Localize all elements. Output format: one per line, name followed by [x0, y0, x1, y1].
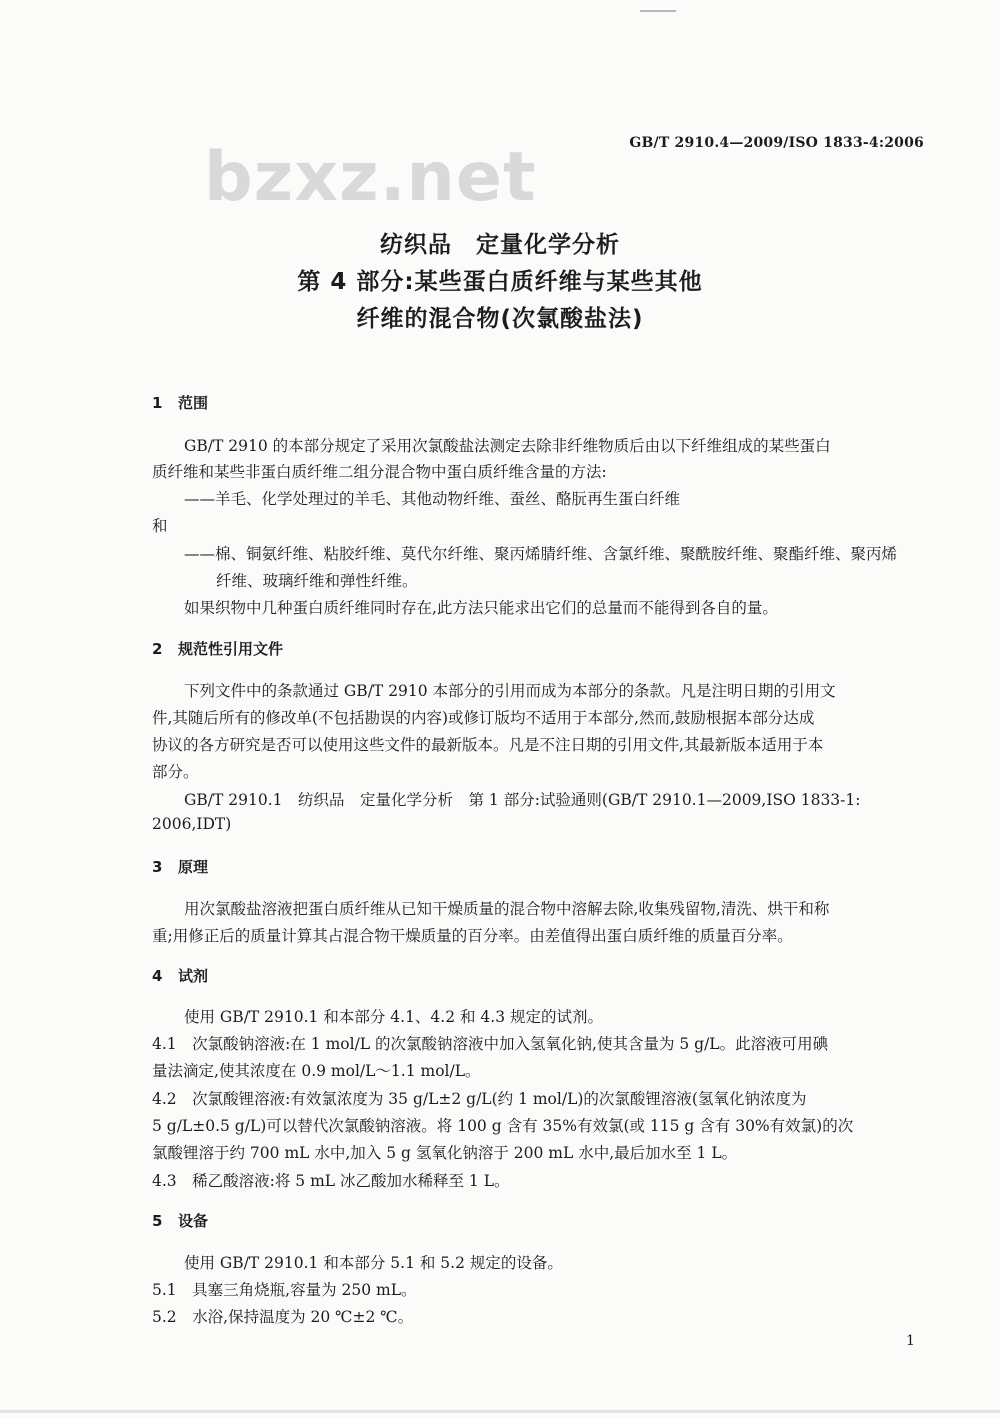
section-3-heading [152, 856, 208, 877]
section-title: 范围 [178, 394, 209, 412]
paragraph-line: 使用 GB/T 2910.1 和本部分 4.1、4.2 和 4.3 规定的试剂。 [184, 1008, 604, 1026]
clause-5-2: 5.2 水浴,保持温度为 20 ℃±2 ℃。 [152, 1308, 414, 1326]
paragraph-line: 重;用修正后的质量计算其占混合物干燥质量的百分率。由差值得出蛋白质纤维的质量百分率。 [152, 927, 793, 945]
section-number: 2 [152, 640, 163, 658]
paragraph-line: 和 [152, 517, 168, 535]
reference-line: GB/T 2910.1 纺织品 定量化学分析 第 1 部分:试验通则(GB/T 2910.1—2009,ISO 1833-1: [184, 791, 861, 809]
paragraph-line: 质纤维和某些非蛋白质纤维二组分混合物中蛋白质纤维含量的方法: [152, 463, 607, 481]
reference-line: 2006,IDT) [152, 815, 232, 833]
section-title: 设备 [178, 1212, 209, 1230]
section-4-heading [152, 965, 208, 986]
section-number: 4 [152, 967, 163, 985]
clause-5-1: 5.1 具塞三角烧瓶,容量为 250 mL。 [152, 1281, 417, 1299]
scan-artifact [640, 10, 676, 12]
section-number: 3 [152, 858, 163, 876]
paragraph-line: 使用 GB/T 2910.1 和本部分 5.1 和 5.2 规定的设备。 [184, 1254, 563, 1272]
section-title: 试剂 [178, 967, 209, 985]
paragraph-line: 用次氯酸盐溶液把蛋白质纤维从已知干燥质量的混合物中溶解去除,收集残留物,清洗、烘干和称 [184, 900, 830, 918]
paragraph-line: 如果织物中几种蛋白质纤维同时存在,此方法只能求出它们的总量而不能得到各自的量。 [184, 599, 778, 617]
clause-4-2-cont: 5 g/L±0.5 g/L)可以替代次氯酸钠溶液。将 100 g 含有 35%有效氯(或 115 g 含有 30%有效氯)的次 [152, 1117, 854, 1135]
list-item-line: 纤维、玻璃纤维和弹性纤维。 [216, 572, 418, 590]
section-number: 5 [152, 1212, 163, 1230]
paragraph-line: GB/T 2910 的本部分规定了采用次氯酸盐法测定去除非纤维物质后由以下纤维组成的某些蛋白 [184, 437, 831, 455]
clause-4-2-cont: 氯酸锂溶于约 700 mL 水中,加入 5 g 氢氧化钠溶于 200 mL 水中,最后加水至 1 L。 [152, 1144, 738, 1162]
title-line-3: 纤维的混合物(次氯酸盐法) [356, 306, 644, 332]
clause-4-1-cont: 量法滴定,使其浓度在 0.9 mol/L～1.1 mol/L。 [152, 1062, 481, 1080]
section-1-heading [152, 392, 208, 413]
scan-edge [0, 1410, 1000, 1413]
section-title: 原理 [178, 858, 209, 876]
paragraph-line: 协议的各方研究是否可以使用这些文件的最新版本。凡是不注日期的引用文件,其最新版本适用于本 [152, 736, 824, 754]
clause-4-3: 4.3 稀乙酸溶液:将 5 mL 冰乙酸加水稀释至 1 L。 [152, 1172, 510, 1190]
title-line-2: 第 4 部分:某些蛋白质纤维与某些其他 [297, 269, 703, 295]
paragraph-line: 件,其随后所有的修改单(不包括勘误的内容)或修订版均不适用于本部分,然而,鼓励根据本部分达成 [152, 709, 815, 727]
watermark: bzxz.net [204, 138, 537, 217]
section-number: 1 [152, 394, 163, 412]
standard-code: GB/T 2910.4—2009/ISO 1833-4:2006 [629, 135, 924, 151]
section-title: 规范性引用文件 [178, 640, 284, 658]
paragraph-line: 部分。 [152, 763, 199, 781]
title-line-1: 纺织品 定量化学分析 [380, 232, 620, 258]
clause-4-1: 4.1 次氯酸钠溶液:在 1 mol/L 的次氯酸钠溶液中加入氢氧化钠,使其含量为 5 g/L。此溶液可用碘 [152, 1035, 829, 1053]
list-item-line: ——棉、铜氨纤维、粘胶纤维、莫代尔纤维、聚丙烯腈纤维、含氯纤维、聚酰胺纤维、聚酯纤维、聚丙烯 [184, 545, 898, 563]
clause-4-2: 4.2 次氯酸锂溶液:有效氯浓度为 35 g/L±2 g/L(约 1 mol/L)的次氯酸锂溶液(氢氧化钠浓度为 [152, 1090, 807, 1108]
section-5-heading [152, 1210, 208, 1231]
section-2-heading [152, 638, 283, 659]
paragraph-line: 下列文件中的条款通过 GB/T 2910 本部分的引用而成为本部分的条款。凡是注明日期的引用文 [184, 682, 836, 700]
list-item-line: ——羊毛、化学处理过的羊毛、其他动物纤维、蚕丝、酪朊再生蛋白纤维 [184, 490, 681, 508]
page-number: 1 [906, 1333, 915, 1349]
